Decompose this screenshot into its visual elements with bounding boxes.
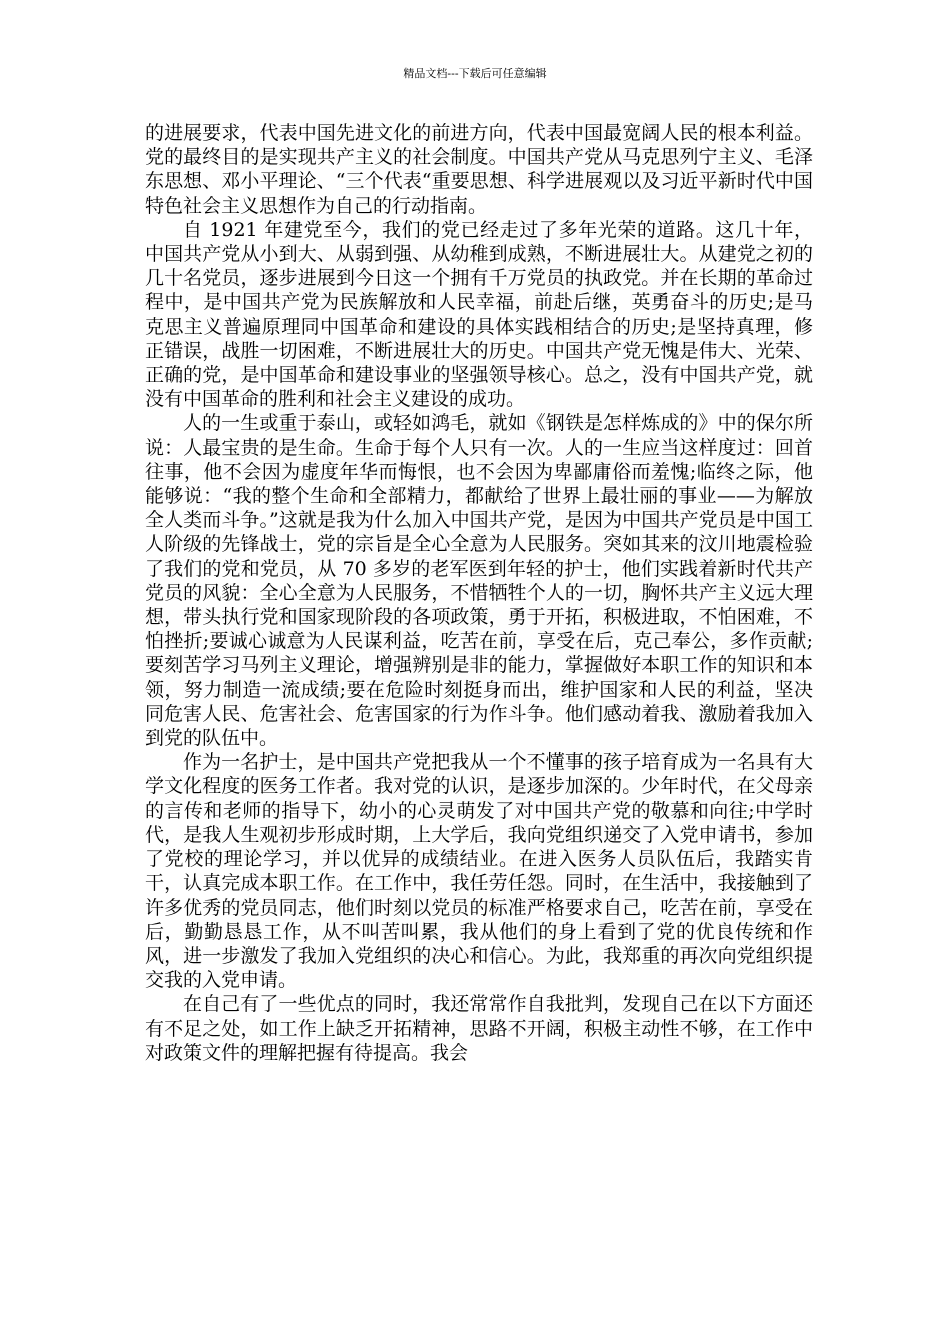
paragraph-5: 在自己有了一些优点的同时，我还常常作自我批判，发现自己在以下方面还有不足之处，如工作上缺乏开拓精神，思路不开阔，积极主动性不够，在工作中对政策文件的理解把握有待提高。我会 <box>145 993 813 1064</box>
paragraph-4: 作为一名护士，是中国共产党把我从一个不懂事的孩子培育成为一名具有大学文化程度的医务工作者。我对党的认识，是逐步加深的。少年时代，在父母亲的言传和老师的指导下，幼小的心灵萌发了对中国共产党的敬慕和向往;中学时代，是我人生观初步形成时期，上大学后，我向党组织递交了入党申请书，参加了党校的理论学习，并以优异的成绩结业。在进入医务人员队伍后，我踏实肯干，认真完成本职工作。在工作中，我任劳任怨。同时，在生活中，我接触到了许多优秀的党员同志，他们时刻以党员的标准严格要求自己，吃苦在前，享受在后，勤勤恳恳工作，从不叫苦叫累，我从他们的身上看到了党的优良传统和作风，进一步激发了我加入党组织的决心和信心。为此，我郑重的再次向党组织提交我的入党申请。 <box>145 751 813 992</box>
paragraph-1: 的进展要求，代表中国先进文化的前进方向，代表中国最宽阔人民的根本利益。党的最终目的是实现共产主义的社会制度。中国共产党从马克思列宁主义、毛泽东思想、邓小平理论、“三个代表“重要思想、科学进展观以及习近平新时代中国特色社会主义思想作为自己的行动指南。 <box>145 122 813 217</box>
paragraph-3: 人的一生或重于泰山，或轻如鸿毛，就如《钢铁是怎样炼成的》中的保尔所说：人最宝贵的是生命。生命于每个人只有一次。人的一生应当这样度过：回首往事，他不会因为虚度年华而悔恨，也不会因为卑鄙庸俗而羞愧;临终之际，他能够说：“我的整个生命和全部精力，都献给了世界上最壮丽的事业——为解放全人类而斗争。”这就是我为什么加入中国共产党，是因为中国共产党员是中国工人阶级的先锋战士，党的宗旨是全心全意为人民服务。突如其来的汶川地震检验了我们的党和党员，从 70 多岁的老军医到年轻的护士，他们实践着新时代共产党员的风貌：全心全意为人民服务，不惜牺牲个人的一切，胸怀共产主义远大理想，带头执行党和国家现阶段的各项政策，勇于开拓，积极进取，不怕困难，不怕挫折;要诚心诚意为人民谋利益，吃苦在前，享受在后，克己奉公，多作贡献;要刻苦学习马列主义理论，增强辨别是非的能力，掌握做好本职工作的知识和本领，努力制造一流成绩;要在危险时刻挺身而出，维护国家和人民的利益，坚决同危害人民、危害社会、危害国家的行为作斗争。他们感动着我、激励着我加入到党的队伍中。 <box>145 412 813 750</box>
paragraph-2: 自 1921 年建党至今，我们的党已经走过了多年光荣的道路。这几十年，中国共产党从小到大、从弱到强、从幼稚到成熟，不断进展壮大。从建党之初的几十名党员，逐步进展到今日这一个拥有千万党员的执政党。并在长期的革命过程中，是中国共产党为民族解放和人民幸福，前赴后继，英勇奋斗的历史;是马克思主义普遍原理同中国革命和建设的具体实践相结合的历史;是坚持真理，修正错误，战胜一切困难，不断进展壮大的历史。中国共产党无愧是伟大、光荣、正确的党，是中国革命和建设事业的坚强领导核心。总之，没有中国共产党，就没有中国革命的胜利和社会主义建设的成功。 <box>145 218 813 411</box>
page-header: 精品文档---下载后可任意编辑 <box>403 67 547 80</box>
document-body <box>145 121 813 1065</box>
